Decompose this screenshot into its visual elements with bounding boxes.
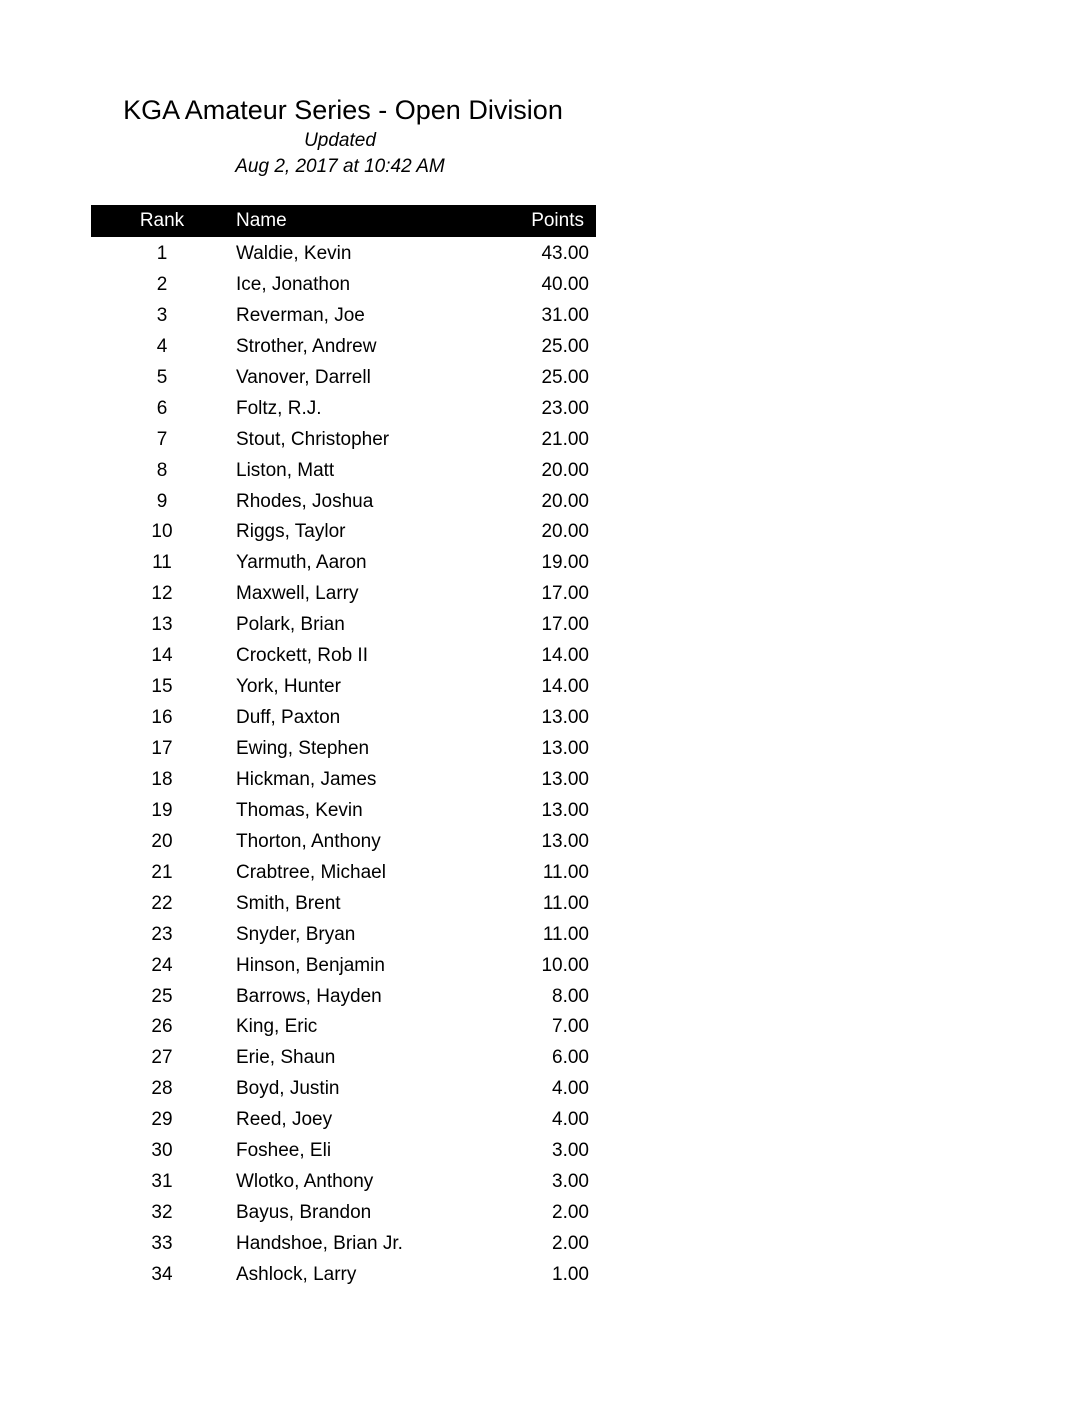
- name-cell: Ashlock, Larry: [236, 1263, 357, 1285]
- points-cell: 13.00: [541, 830, 589, 852]
- name-cell: Boyd, Justin: [236, 1078, 340, 1100]
- rank-cell: 30: [151, 1140, 173, 1162]
- rank-cell: 28: [151, 1078, 173, 1100]
- points-cell: 19.00: [541, 552, 589, 574]
- rank-cell: 9: [156, 490, 168, 512]
- points-cell: 11.00: [542, 892, 589, 914]
- points-cell: 3.00: [552, 1140, 589, 1162]
- table-row: [91, 517, 596, 548]
- table-row: [91, 332, 596, 363]
- rank-cell: 3: [156, 304, 168, 326]
- table-row: [91, 1198, 596, 1229]
- name-cell: King, Eric: [236, 1016, 318, 1038]
- table-row: [91, 796, 596, 827]
- points-cell: 13.00: [541, 799, 589, 821]
- name-cell: Ice, Jonathon: [236, 273, 351, 295]
- name-cell: Hinson, Benjamin: [236, 954, 385, 976]
- table-row: [91, 1043, 596, 1074]
- name-cell: Foltz, R.J.: [236, 397, 322, 419]
- name-cell: York, Hunter: [236, 676, 341, 698]
- rank-cell: 16: [151, 707, 173, 729]
- column-header-rank: Rank: [139, 210, 185, 231]
- points-cell: 14.00: [541, 645, 589, 667]
- rank-cell: 17: [151, 738, 173, 759]
- name-cell: Barrows, Hayden: [236, 985, 382, 1007]
- points-cell: 43.00: [541, 243, 589, 264]
- name-cell: Vanover, Darrell: [236, 366, 371, 388]
- points-cell: 13.00: [541, 768, 589, 790]
- points-cell: 11.00: [542, 923, 589, 945]
- name-cell: Waldie, Kevin: [236, 243, 352, 264]
- rank-cell: 33: [151, 1233, 173, 1254]
- rank-cell: 26: [151, 1016, 173, 1038]
- points-cell: 23.00: [541, 397, 589, 419]
- rank-cell: 18: [151, 768, 173, 790]
- rank-cell: 1: [156, 243, 168, 264]
- name-cell: Crockett, Rob II: [236, 645, 368, 667]
- rank-cell: 12: [151, 583, 173, 605]
- table-row: [91, 703, 596, 734]
- points-cell: 6.00: [552, 1047, 589, 1069]
- name-cell: Maxwell, Larry: [236, 583, 359, 605]
- table-row: [91, 1260, 596, 1291]
- name-cell: Polark, Brian: [236, 614, 345, 636]
- table-row: [91, 579, 596, 610]
- table-header: [91, 205, 596, 237]
- points-cell: 20.00: [541, 490, 589, 512]
- table-row: [91, 487, 596, 518]
- points-cell: 4.00: [552, 1109, 589, 1131]
- table-row: [91, 270, 596, 301]
- points-cell: 2.00: [552, 1233, 589, 1254]
- points-cell: 13.00: [541, 738, 589, 759]
- name-cell: Hickman, James: [236, 768, 377, 790]
- rank-cell: 32: [151, 1202, 173, 1224]
- updated-timestamp: Aug 2, 2017 at 10:42 AM: [235, 156, 445, 177]
- name-cell: Duff, Paxton: [236, 707, 341, 729]
- rank-cell: 2: [156, 273, 168, 295]
- standings-table-body: [91, 239, 596, 1291]
- points-cell: 7.00: [552, 1016, 589, 1038]
- name-cell: Liston, Matt: [236, 459, 335, 481]
- table-row: [91, 301, 596, 332]
- name-cell: Snyder, Bryan: [236, 923, 356, 945]
- points-cell: 4.00: [552, 1078, 589, 1100]
- name-cell: Riggs, Taylor: [236, 521, 346, 543]
- table-row: [91, 1074, 596, 1105]
- name-cell: Reverman, Joe: [236, 304, 365, 326]
- points-cell: 31.00: [541, 304, 589, 326]
- points-cell: 13.00: [541, 707, 589, 729]
- rank-cell: 24: [151, 954, 173, 976]
- points-cell: 10.00: [541, 954, 589, 976]
- points-cell: 21.00: [541, 428, 589, 450]
- table-row: [91, 858, 596, 889]
- rank-cell: 14: [151, 645, 173, 667]
- rank-cell: 4: [156, 335, 168, 357]
- table-row: [91, 765, 596, 796]
- rank-cell: 11: [152, 552, 172, 574]
- points-cell: 25.00: [541, 366, 589, 388]
- points-cell: 8.00: [552, 985, 589, 1007]
- name-cell: Handshoe, Brian Jr.: [236, 1233, 403, 1254]
- table-row: [91, 239, 596, 270]
- name-cell: Ewing, Stephen: [236, 738, 370, 759]
- rank-cell: 22: [151, 892, 173, 914]
- table-row: [91, 1167, 596, 1198]
- rank-cell: 34: [151, 1263, 173, 1285]
- rank-cell: 6: [156, 397, 168, 419]
- rank-cell: 23: [151, 923, 173, 945]
- rank-cell: 5: [156, 366, 168, 388]
- table-row: [91, 394, 596, 425]
- table-row: [91, 1136, 596, 1167]
- table-row: [91, 1229, 596, 1260]
- rank-cell: 10: [151, 521, 173, 543]
- points-cell: 2.00: [552, 1202, 589, 1224]
- rank-cell: 20: [151, 830, 173, 852]
- table-row: [91, 672, 596, 703]
- rank-cell: 7: [156, 428, 168, 450]
- points-cell: 3.00: [552, 1171, 589, 1193]
- rank-cell: 13: [151, 614, 173, 636]
- points-cell: 17.00: [541, 614, 589, 636]
- table-row: [91, 610, 596, 641]
- rank-cell: 27: [151, 1047, 173, 1069]
- name-cell: Wlotko, Anthony: [236, 1171, 374, 1193]
- points-cell: 20.00: [541, 459, 589, 481]
- name-cell: Thorton, Anthony: [236, 830, 381, 852]
- column-header-points: Points: [531, 210, 584, 231]
- points-cell: 17.00: [541, 583, 589, 605]
- rank-cell: 21: [151, 861, 173, 883]
- points-cell: 25.00: [541, 335, 589, 357]
- rank-cell: 8: [156, 459, 168, 481]
- updated-label: Updated: [304, 130, 376, 151]
- name-cell: Reed, Joey: [236, 1109, 333, 1131]
- table-row: [91, 363, 596, 394]
- rank-cell: 25: [151, 985, 173, 1007]
- table-row: [91, 920, 596, 951]
- points-cell: 20.00: [541, 521, 589, 543]
- table-row: [91, 951, 596, 982]
- name-cell: Strother, Andrew: [236, 335, 377, 357]
- name-cell: Smith, Brent: [236, 892, 341, 914]
- table-row: [91, 425, 596, 456]
- name-cell: Stout, Christopher: [236, 428, 390, 450]
- rank-cell: 19: [151, 799, 173, 821]
- name-cell: Erie, Shaun: [236, 1047, 336, 1069]
- points-cell: 14.00: [541, 676, 589, 698]
- name-cell: Thomas, Kevin: [236, 799, 363, 821]
- points-cell: 1.00: [552, 1263, 589, 1285]
- name-cell: Rhodes, Joshua: [236, 490, 374, 512]
- points-cell: 40.00: [541, 273, 589, 295]
- name-cell: Foshee, Eli: [236, 1140, 332, 1162]
- column-header-name: Name: [236, 210, 287, 231]
- rank-cell: 15: [151, 676, 173, 698]
- table-row: [91, 1012, 596, 1043]
- table-row: [91, 641, 596, 672]
- table-row: [91, 548, 596, 579]
- name-cell: Yarmuth, Aaron: [236, 552, 367, 574]
- table-row: [91, 889, 596, 920]
- points-cell: 11.00: [542, 861, 589, 883]
- table-row: [91, 456, 596, 487]
- page-title: KGA Amateur Series - Open Division: [123, 95, 563, 125]
- table-row: [91, 827, 596, 858]
- table-row: [91, 982, 596, 1013]
- rank-cell: 29: [151, 1109, 173, 1131]
- name-cell: Bayus, Brandon: [236, 1202, 372, 1224]
- table-row: [91, 734, 596, 765]
- rank-cell: 31: [151, 1171, 173, 1193]
- name-cell: Crabtree, Michael: [236, 861, 386, 883]
- table-row: [91, 1105, 596, 1136]
